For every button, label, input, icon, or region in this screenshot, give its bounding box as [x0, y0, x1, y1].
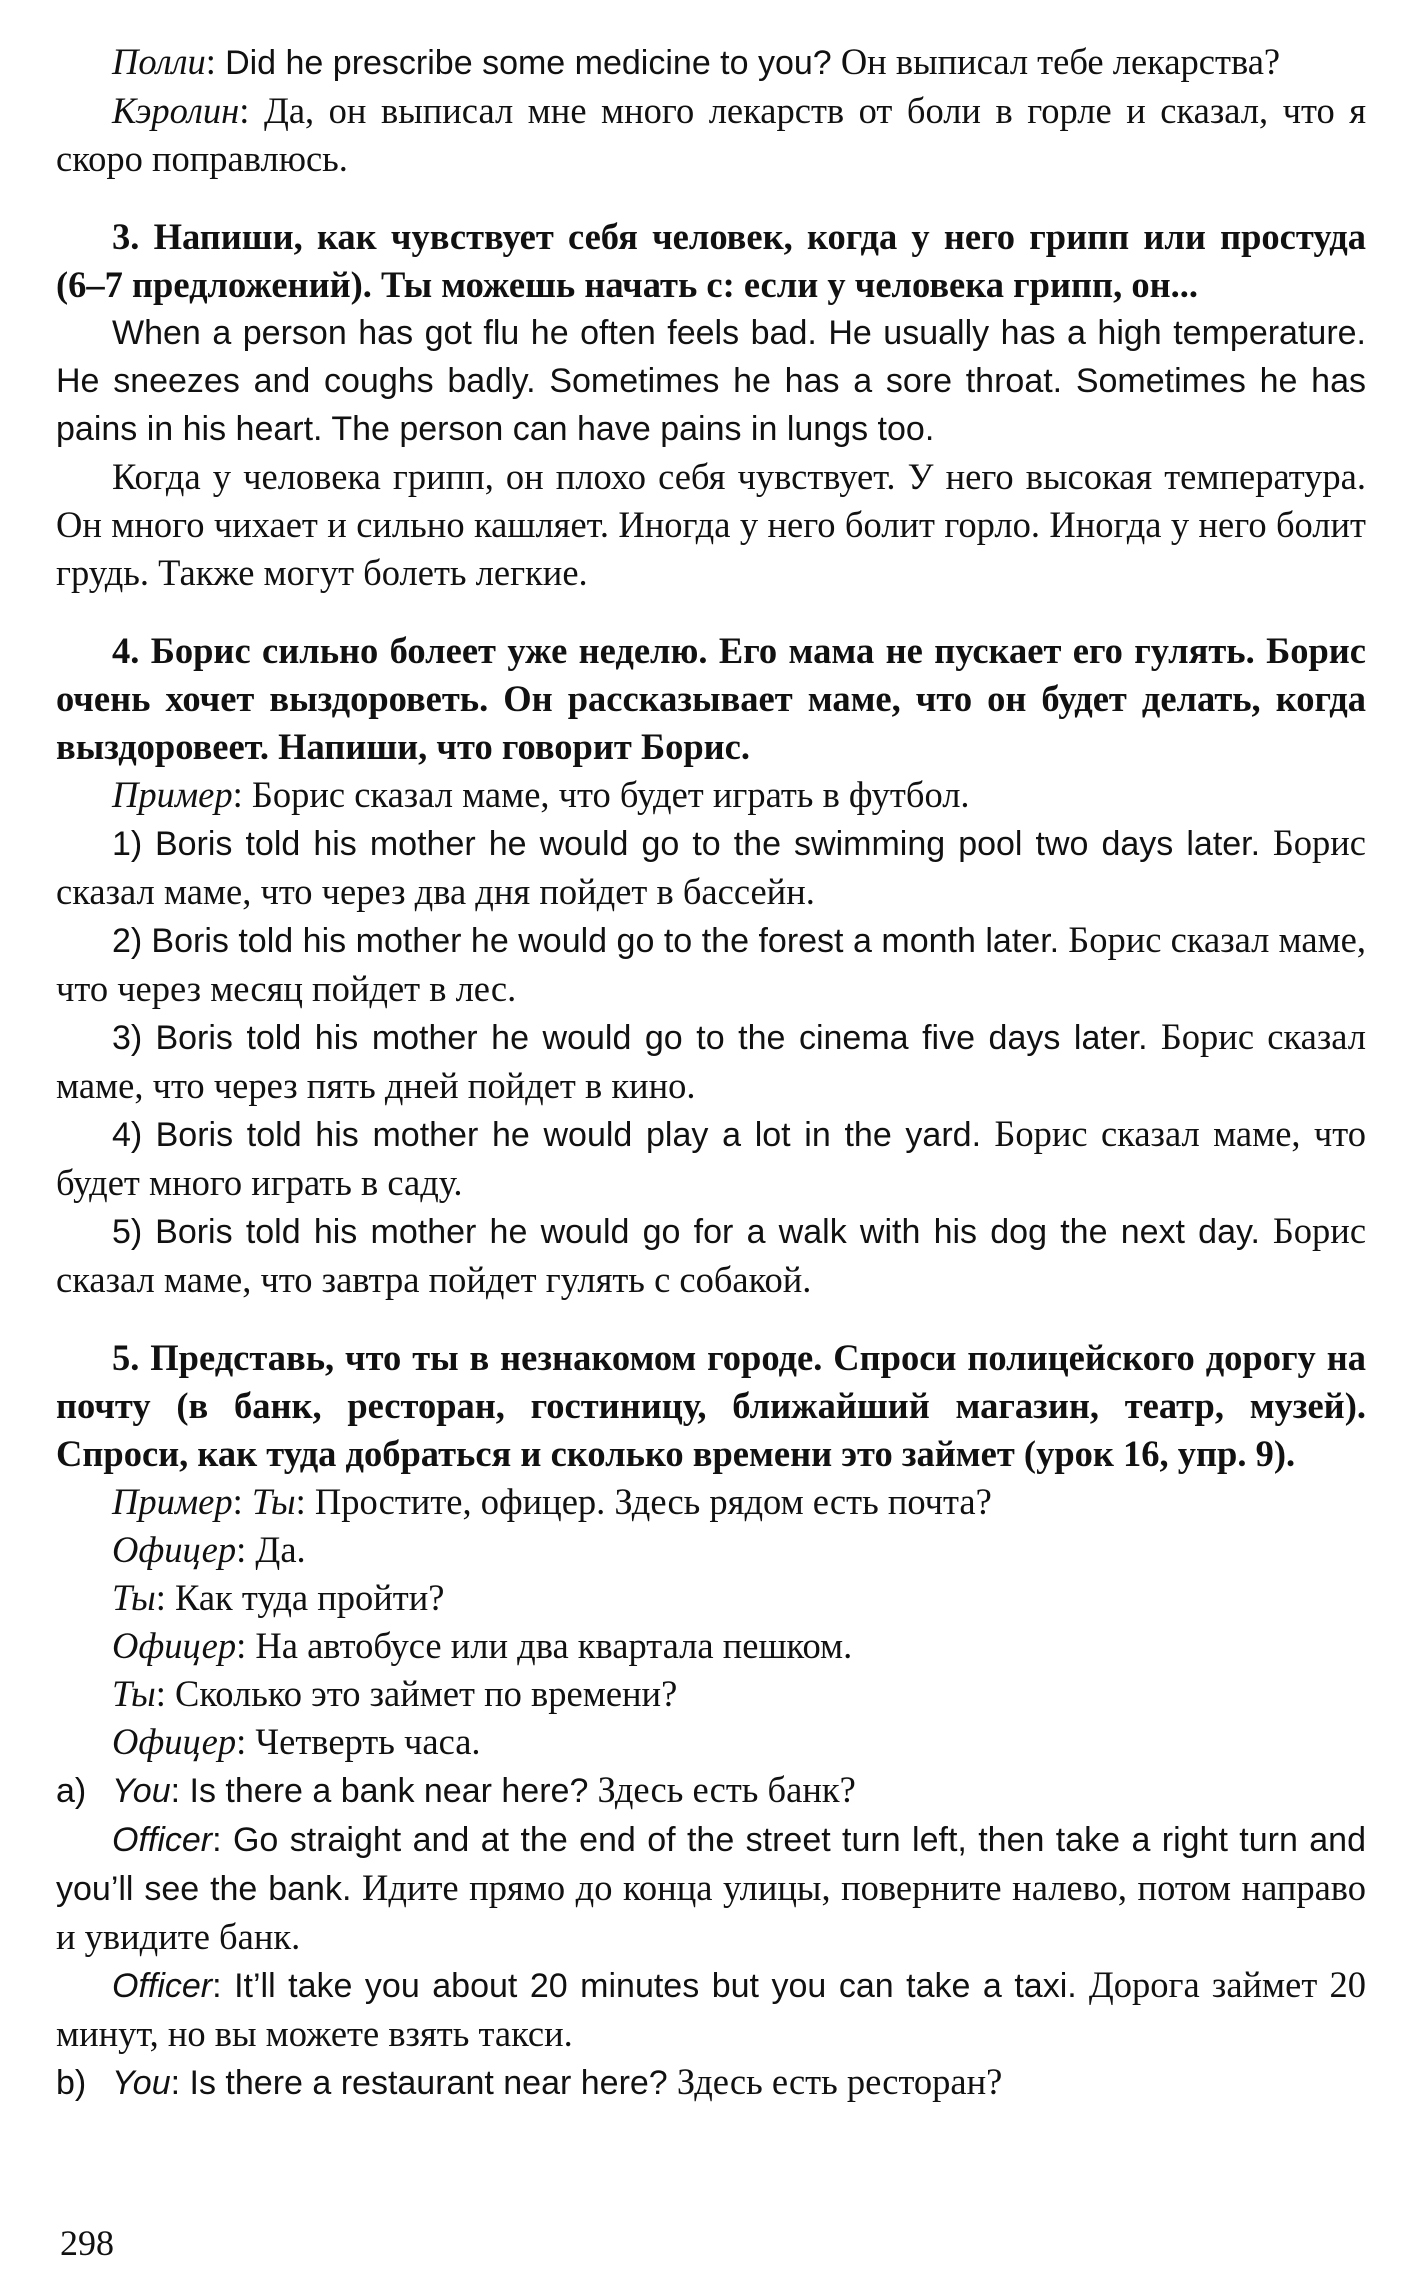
task-5-a-you: a) You: Is there a bank near here? Здесь есть банк? [56, 1769, 856, 1810]
task-5-dialog-line: Офицер: Четверть часа. [112, 1721, 481, 1762]
task-4-item: 5) Boris told his mother he would go for a walk with his dog the next day. Борис сказал маме, что завтра пойдет гулять с собакой. [56, 1210, 1367, 1300]
task-4-heading: 4. Борис сильно болеет уже неделю. Его мама не пускает его гулять. Борис очень хочет выздороветь. Он рассказывает маме, что он будет делать, когда выздоровеет. Напиши, что говорит Борис. [56, 630, 1366, 767]
task-4-item: 1) Boris told his mother he would go to the swimming pool two days later. Борис сказал маме, что через два дня пойдет в бассейн. [56, 822, 1367, 912]
task-4-example: Пример: Борис сказал маме, что будет играть в футбол. [112, 774, 970, 815]
caroline-line: Кэролин: Да, он выписал мне много лекарств от боли в горле и сказал, что я скоро поправлюсь. [56, 90, 1366, 179]
task-5-dialog-line: Ты: Сколько это займет по времени? [112, 1673, 678, 1714]
task-5-dialog-line: Офицер: Да. [112, 1529, 306, 1570]
task-4-item: 3) Boris told his mother he would go to the cinema five days later. Борис сказал маме, что через пять дней пойдет в кино. [56, 1016, 1366, 1106]
polly-line: Полли: Did he prescribe some medicine to you? Он выписал тебе лекарства? [112, 41, 1281, 82]
task-4-item: 2) Boris told his mother he would go to the forest a month later. Борис сказал маме, что через месяц пойдет в лес. [56, 919, 1367, 1009]
task-5-example-line: Пример: Ты: Простите, офицер. Здесь рядом есть почта? [112, 1481, 992, 1522]
task-3-answer-ru: Когда у человека грипп, он плохо себя чувствует. У него высокая температура. Он много чихает и сильно кашляет. Иногда у него болит горло. Иногда у него болит грудь. Также могут болеть легкие. [56, 456, 1366, 593]
task-4-item: 4) Boris told his mother he would play a lot in the yard. Борис сказал маме, что будет много играть в саду. [56, 1113, 1367, 1203]
task-5-a-officer-2: Officer: It’ll take you about 20 minutes but you can take a taxi. Дорога займет 20 минут, но вы можете взять такси. [56, 1964, 1366, 2054]
task-5-heading: 5. Представь, что ты в незнакомом городе. Спроси полицейского дорогу на почту (в банк, ресторан, гостиницу, ближайший магазин, театр, музей). Спроси, как туда добраться и сколько времени это займет (урок 16, упр. 9). [56, 1337, 1366, 1474]
task-5-b-you: b) You: Is there a restaurant near here? Здесь есть ресторан? [56, 2061, 1003, 2102]
task-5-a-officer-1: Officer: Go straight and at the end of the street turn left, then take a right turn and you’ll see the bank. Идите прямо до конца улицы, поверните налево, потом направо и увидите банк. [56, 1821, 1367, 1957]
task-5-dialog-line: Ты: Как туда пройти? [112, 1577, 445, 1618]
page-content [56, 38, 1366, 2107]
page-number: 298 [60, 2223, 114, 2263]
task-5-dialog-line: Офицер: На автобусе или два квартала пешком. [112, 1625, 853, 1666]
task-3-answer-en: When a person has got flu he often feels bad. He usually has a high temperature. He sneezes and coughs badly. Sometimes he has a sore throat. Sometimes he has pains in his heart. The person can have pains in lungs too. [56, 314, 1366, 448]
task-3-heading: 3. Напиши, как чувствует себя человек, когда у него грипп или простуда (6–7 предложений). Ты можешь начать с: если у человека грипп, он... [56, 216, 1366, 305]
